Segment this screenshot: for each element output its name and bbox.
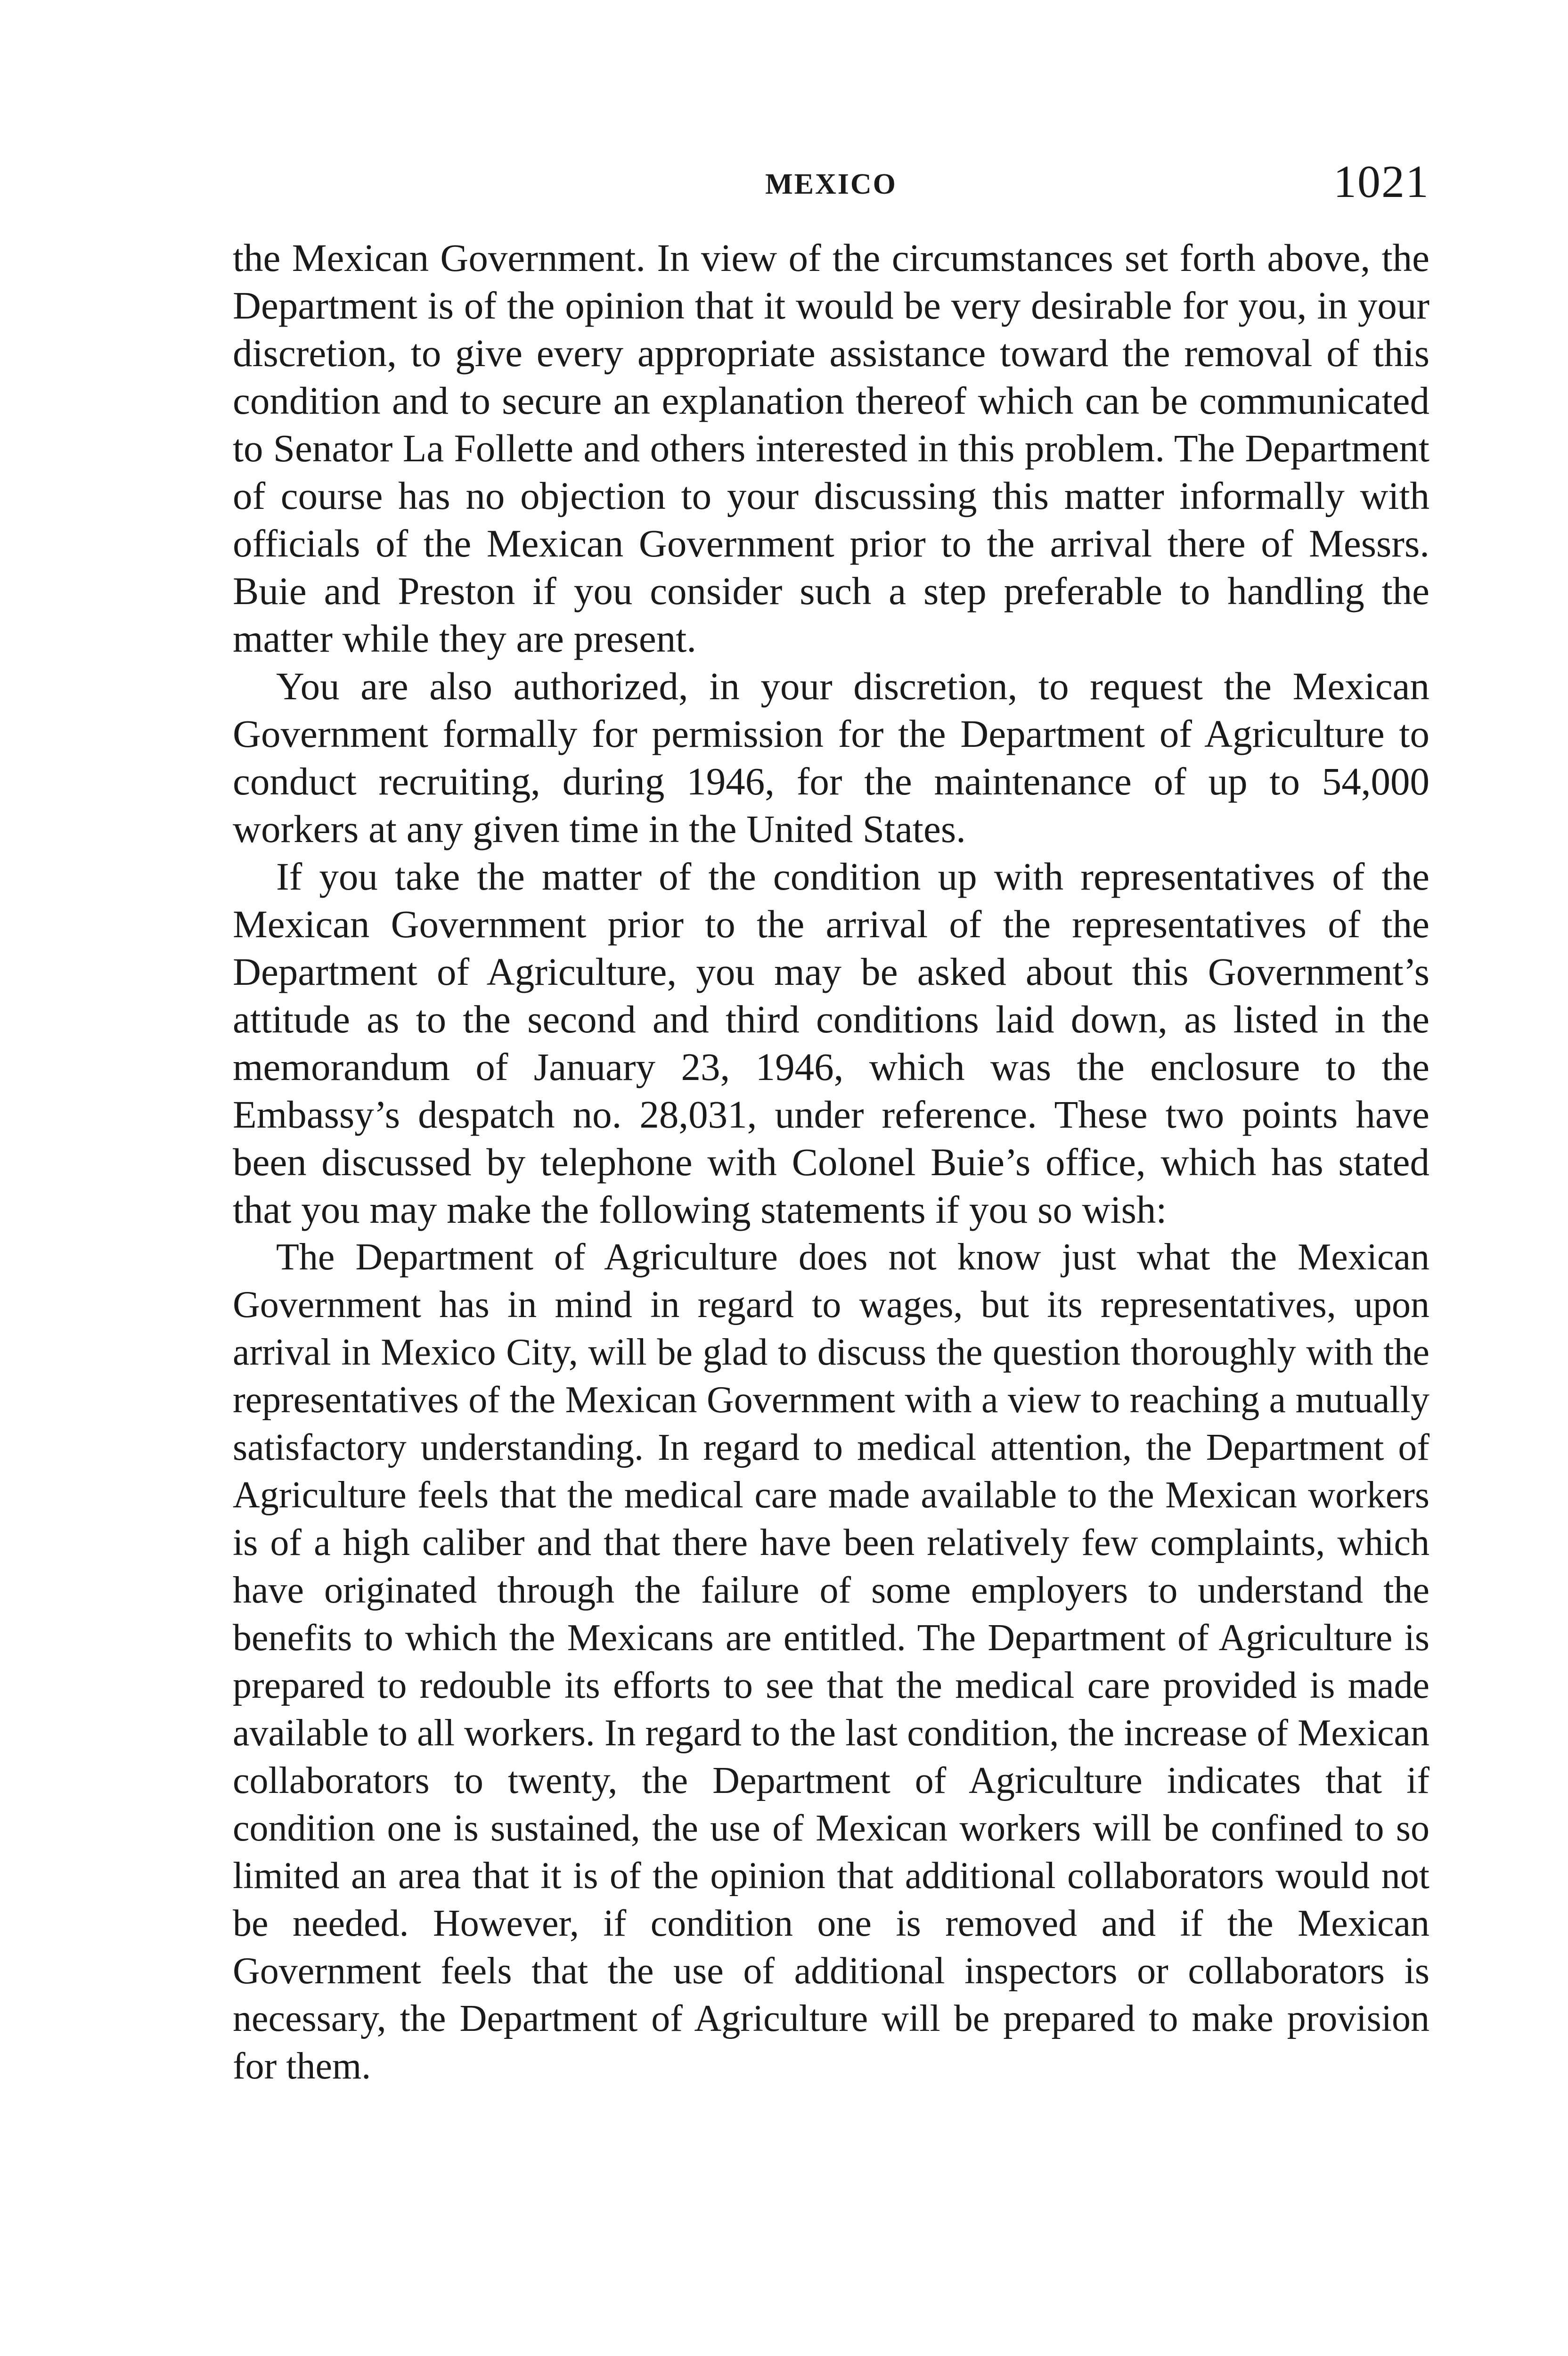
body-text	[233, 234, 1429, 2090]
page-number: 1021	[1333, 156, 1429, 207]
running-head	[233, 155, 1429, 207]
running-title: MEXICO	[765, 168, 897, 200]
paragraph-conditions: If you take the matter of the condition up with representatives of the Mexican Government prior to the arrival of the representatives of the Department of Agriculture, you may be asked about this Government’s attitude as to the second and third conditions laid down, as listed in the memorandum of January 23, 1946, which was the enclosure to the Embassy’s despatch no. 28,031, under reference. These two points have been discussed by telephone with Colonel Buie’s office, which has stated that you may make the following statements if you so wish:	[233, 855, 1429, 1231]
paragraph-recruiting-authorization: You are also authorized, in your discretion, to request the Mexican Government formally for permission for the Department of Agriculture to conduct recruiting, during 1946, for the maintenance of up to 54,000 workers at any given time in the United States.	[233, 664, 1429, 851]
paragraph-continuation: the Mexican Government. In view of the circumstances set forth above, the Department is of the opinion that it would be very desirable for you, in your discretion, to give every appropriate assistance toward the removal of this condition and to secure an explanation thereof which can be communicated to Senator La Follette and others interested in this problem. The Department of course has no objection to your discussing this matter informally with officials of the Mexican Government prior to the arrival there of Messrs. Buie and Preston if you consider such a step preferable to handling the matter while they are present.	[233, 236, 1429, 660]
paragraph-agriculture-statement: The Department of Agriculture does not know just what the Mexican Government has in mind in regard to wages, but its representatives, upon arrival in Mexico City, will be glad to discuss the question thoroughly with the representatives of the Mexican Government with a view to reaching a mutually satisfactory understanding. In regard to medical attention, the Department of Agriculture feels that the medical care made available to the Mexican workers is of a high caliber and that there have been relatively few complaints, which have originated through the failure of some employers to understand the benefits to which the Mexicans are entitled. The Department of Agriculture is prepared to redouble its efforts to see that the medical care provided is made available to all workers. In regard to the last condition, the increase of Mexican collaborators to twenty, the Department of Agriculture indicates that if condition one is sustained, the use of Mexican workers will be confined to so limited an area that it is of the opinion that additional collaborators would not be needed. However, if condition one is removed and if the Mexican Government feels that the use of additional inspectors or collaborators is necessary, the Department of Agriculture will be prepared to make provision for them.	[233, 1236, 1429, 2087]
